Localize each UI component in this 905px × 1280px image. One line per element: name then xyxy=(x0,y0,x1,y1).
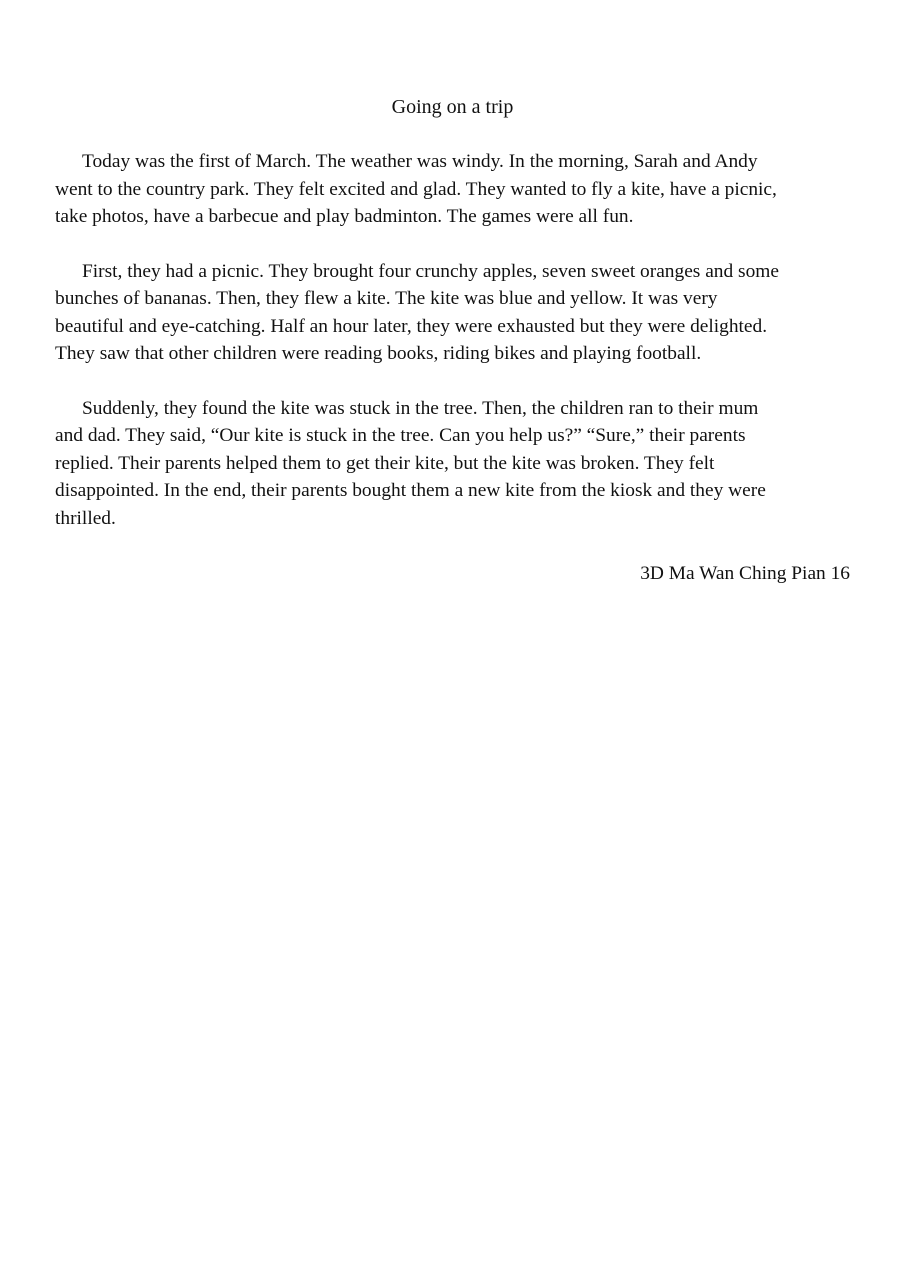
paragraph-3: Suddenly, they found the kite was stuck in the tree. Then, the children ran to their mum and dad. They said, “Our kite is stuck in the tree. Can you help us?” “Sure,” their parents replied. Their parents helped them to get their kite, but the kite was broken. They felt disappointed. In the end, their parents bought them a new kite from the kiosk and they were thrilled. xyxy=(55,397,766,529)
paragraph-2: First, they had a picnic. They brought four crunchy apples, seven sweet oranges and some bunches of bananas. Then, they flew a kite. The kite was blue and yellow. It was very beautiful and eye-catching. Half an hour later, they were exhausted but they were delighted. They saw that other children were reading books, riding bikes and playing football. xyxy=(55,260,779,364)
author-signature: 3D Ma Wan Ching Pian 16 xyxy=(640,563,850,584)
document-body xyxy=(55,148,855,559)
document-title: Going on a trip xyxy=(391,96,514,118)
paragraph-1: Today was the first of March. The weather was windy. In the morning, Sarah and Andy went to the country park. They felt excited and glad. They wanted to fly a kite, have a picnic, take photos, have a barbecue and play badminton. The games were all fun. xyxy=(55,151,777,227)
